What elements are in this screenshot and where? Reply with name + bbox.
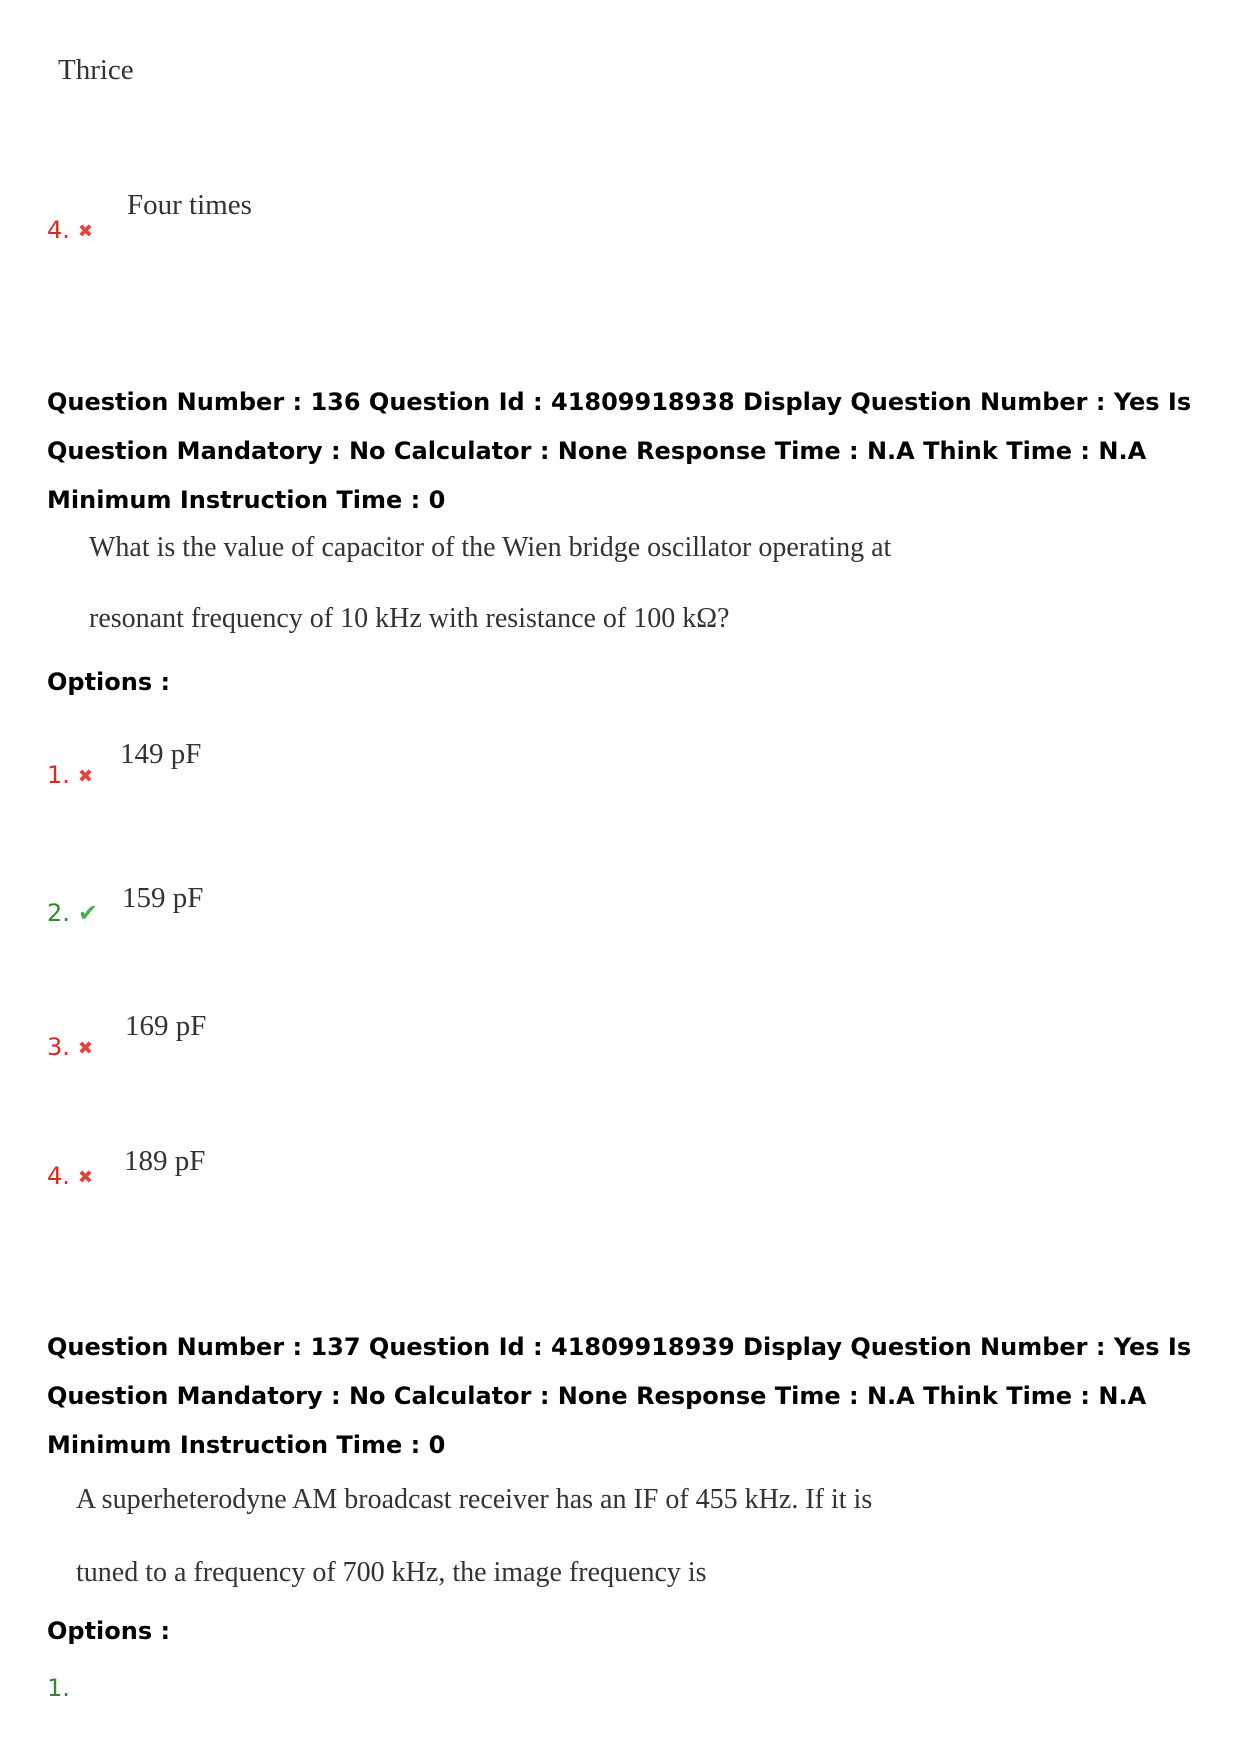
q136-option-2-number [47, 898, 98, 928]
q136-option-4-number [47, 1161, 93, 1193]
q136-option-1-text: 149 pF [120, 738, 202, 770]
option-number: 1. [47, 761, 70, 789]
question-136-options-label: Options : [47, 668, 171, 696]
cross-icon: ✖ [77, 1038, 93, 1059]
prev-option-3-text: Thrice [58, 54, 134, 86]
option-number: 2. [47, 899, 70, 927]
q136-option-4-text: 189 pF [124, 1145, 206, 1177]
prev-option-4-number [47, 215, 93, 247]
question-137-meta: Question Number : 137 Question Id : 41809918939 Display Question Number : Yes Is Question Mandatory : No Calculator : None Response Time : N.A Think Time : N.A Minimum Instruction Time : 0 [47, 1333, 1192, 1459]
option-number: 4. [47, 216, 70, 244]
question-136-meta: Question Number : 136 Question Id : 41809918938 Display Question Number : Yes Is Question Mandatory : No Calculator : None Response Time : N.A Think Time : N.A Minimum Instruction Time : 0 [47, 388, 1192, 514]
question-137-text-line1: A superheterodyne AM broadcast receiver has an IF of 455 kHz. If it is [76, 1484, 873, 1515]
q136-option-3-number [47, 1032, 93, 1064]
option-number: 4. [47, 1162, 70, 1190]
cross-icon: ✖ [77, 766, 93, 787]
question-137-text-line2: tuned to a frequency of 700 kHz, the image frequency is [76, 1557, 707, 1588]
q137-option-1-number: 1. [47, 1674, 70, 1702]
prev-option-4-text: Four times [127, 189, 252, 221]
option-number: 3. [47, 1033, 70, 1061]
cross-icon: ✖ [77, 1167, 93, 1188]
question-137-options-label: Options : [47, 1617, 171, 1645]
q136-option-1-number [47, 760, 93, 792]
q136-option-3-text: 169 pF [125, 1010, 207, 1042]
question-136-text-line1: What is the value of capacitor of the Wien bridge oscillator operating at [89, 532, 892, 563]
cross-icon: ✖ [77, 221, 93, 242]
checkmark-icon: ✔ [77, 899, 99, 927]
question-136-text-line2: resonant frequency of 10 kHz with resistance of 100 kΩ? [89, 603, 730, 634]
q136-option-2-text: 159 pF [122, 882, 204, 914]
